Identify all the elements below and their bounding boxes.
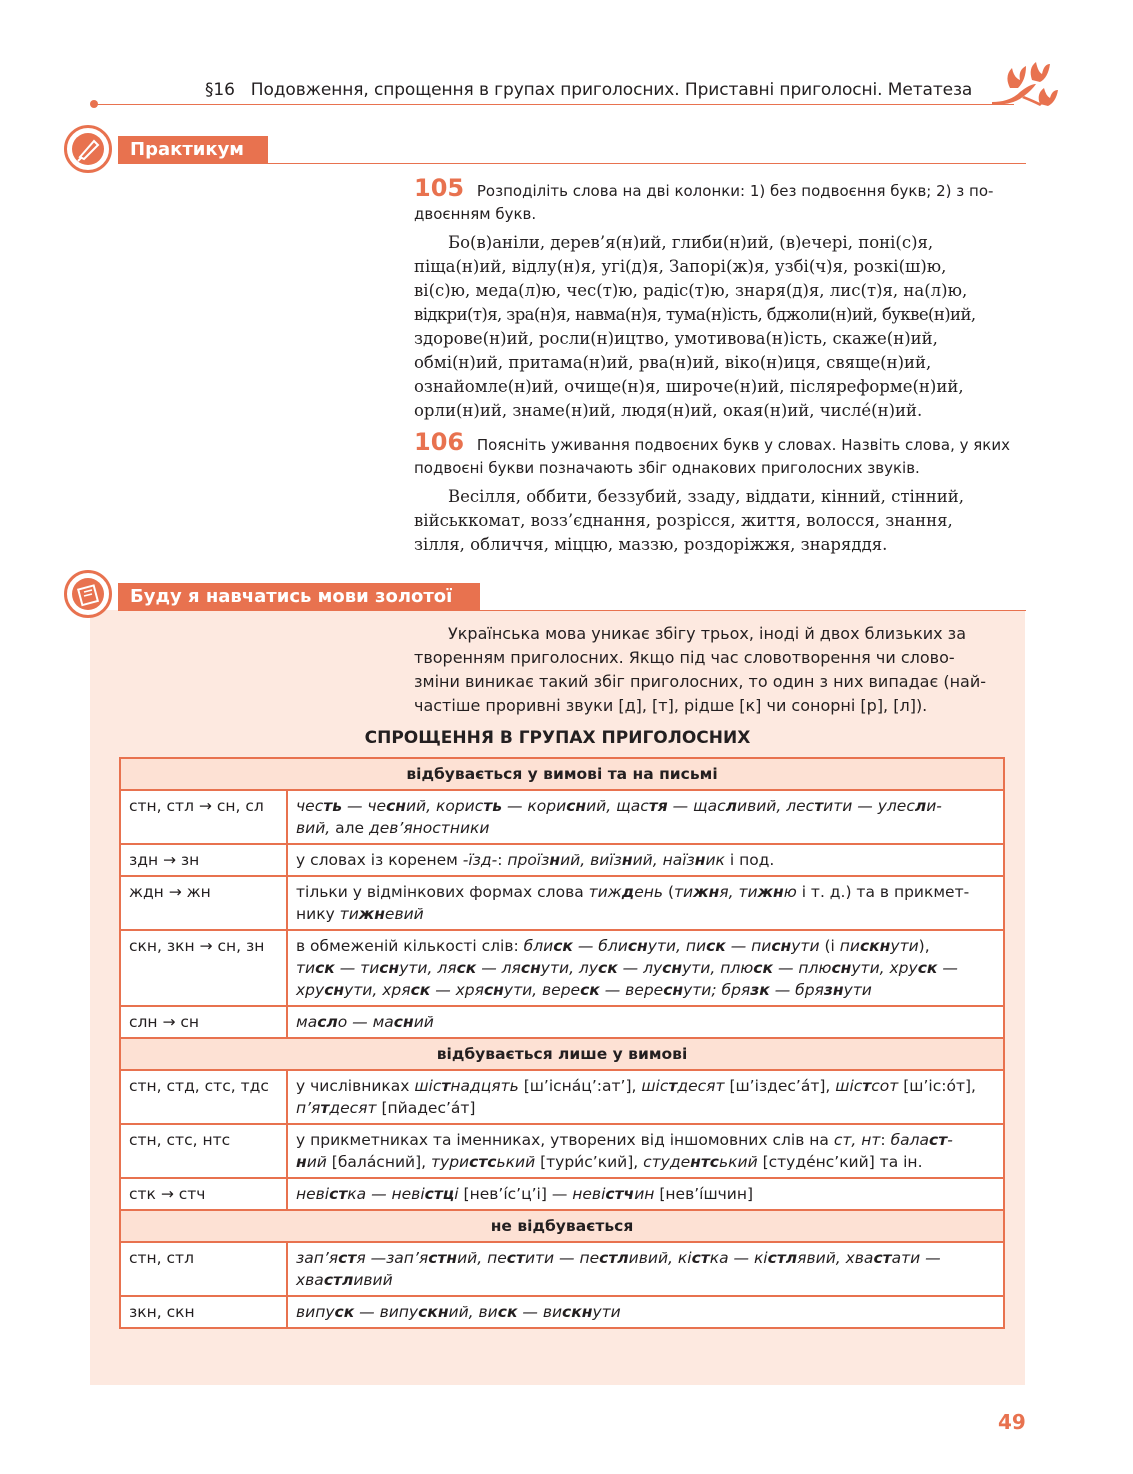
table-row: ждн → жн тільки у відмінкових формах слова тиждень (тижня, тижню і т. д.) та в прикмет- нику тижневий	[120, 876, 1004, 930]
word-line: здорове(н)ий, росли(н)ицтво, умотивова(н)ість, скаже(н)ий,	[414, 329, 938, 348]
word-line: Весілля, оббити, беззубий, ззаду, віддати, кінний, стінний,	[448, 487, 964, 506]
table-row: стн, стл → сн, сл честь — чесний, користь — корисний, щастя — щасливий, лестити — улесли- вий, але дев’яностники	[120, 790, 1004, 844]
table-group-header: не відбувається	[120, 1210, 1004, 1242]
word-line: обмі(н)ий, притама(н)ий, рва(н)ий, віко(н)иця, свяще(н)ий,	[414, 353, 932, 372]
flower-ornament-icon	[990, 58, 1070, 118]
golden-rule	[480, 610, 1026, 611]
section-title: Подовження, спрощення в групах приголосних. Приставні приголосні. Метатеза	[250, 80, 973, 100]
golden-icon	[64, 570, 112, 618]
word-line: піща(н)ий, відлу(н)я, угі(д)я, Запорі(ж)я, узбі(ч)я, розкі(ш)ю,	[414, 257, 947, 276]
word-line: ві(с)ю, меда(л)ю, чес(т)ю, радіс(т)ю, знаря(д)я, лис(т)я, на(л)ю,	[414, 281, 968, 300]
exercise-106	[414, 430, 1026, 557]
table-row: стк → стч невістка — невістці [нев’і́с’ц’і] — невістчин [нев’і́шчин]	[120, 1178, 1004, 1210]
exercise-task-cont: подвоєні букви позначають збіг однакових приголосних звуків.	[414, 459, 920, 477]
practicum-bar	[118, 136, 268, 164]
book-icon	[77, 583, 101, 607]
exercise-task-cont: двоєнням букв.	[414, 205, 537, 223]
table-row: стн, стс, нтс у прикметниках та іменниках, утворених від іншомовних слів на ст, нт: баласт- ний [бала́сний], туристський [тури́с’кий], студентський [студе́нс’кий] та ін.	[120, 1124, 1004, 1178]
golden-label: Буду я навчатись мови золотої	[130, 586, 453, 607]
table-title: СПРОЩЕННЯ В ГРУПАХ ПРИГОЛОСНИХ	[364, 728, 751, 748]
word-line: ознайомле(н)ий, очище(н)я, широче(н)ий, післяреформе(н)ий,	[414, 377, 964, 396]
rule-text	[414, 622, 998, 718]
pen-hand-icon	[76, 137, 102, 163]
exercise-task: Поясніть уживання подвоєних букв у словах. Назвіть слова, у яких	[476, 436, 1010, 454]
word-line: військкомат, возз’єднання, розрісся, життя, волосся, знання,	[414, 511, 953, 530]
table-row: стн, стл зап’ястя —зап’ястний, пестити — пестливий, кістка — кістлявий, хвастати — хвастливий	[120, 1242, 1004, 1296]
practicum-icon	[64, 125, 112, 173]
section-number: §16	[205, 80, 235, 100]
rule-line: частіше проривні звуки [д], [т], рідше [к] чи сонорні [р], [л]).	[414, 696, 928, 715]
exercise-number: 106	[414, 428, 465, 456]
table-row: здн → зн у словах із коренем -їзд-: проїзний, виїзний, наїзник і под.	[120, 844, 1004, 876]
word-line: Бо(в)аніли, дерев’я(н)ий, глиби(н)ий, (в)ечері, поні(с)я,	[448, 233, 934, 252]
running-head	[205, 80, 972, 100]
table-group-header: відбувається лише у вимові	[120, 1038, 1004, 1070]
simplification-table	[119, 757, 1005, 1329]
table-group-header: відбувається у вимові та на письмі	[120, 758, 1004, 790]
exercise-task: Розподіліть слова на дві колонки: 1) без подвоєння букв; 2) з по-	[476, 182, 994, 200]
rule-line: Українська мова уникає збігу трьох, іноді й двох близьких за	[448, 624, 966, 643]
table-row: стн, стд, стс, тдс у числівниках шістнадцять [ш’існа́ц’:ат’], шістдесят [ш’іздес’а́т], шістсот [ш’іс:о́т], п’ятдесят [пйадес’а́т]	[120, 1070, 1004, 1124]
rule-line: творенням приголосних. Якщо під час словотворення чи слово-	[414, 648, 955, 667]
exercise-number: 105	[414, 174, 465, 202]
word-line: зілля, обличчя, міццю, маззю, роздоріжжя, знаряддя.	[414, 535, 888, 554]
golden-bar	[118, 583, 480, 611]
table-row: слн → сн масло — масний	[120, 1006, 1004, 1038]
practicum-label: Практикум	[130, 139, 245, 160]
practicum-rule	[268, 163, 1026, 164]
table-row: зкн, скн випуск — випускний, виск — вискнути	[120, 1296, 1004, 1328]
rule-line: зміни виникає такий збіг приголосних, то один з них випадає (най-	[414, 672, 987, 691]
word-line: орли(н)ий, знаме(н)ий, людя(н)ий, окая(н)ий, числе́(н)ий.	[414, 401, 923, 420]
exercise-105	[414, 176, 1026, 423]
table-row: скн, зкн → сн, зн в обмеженій кількості слів: блиск — блиснути, писк — писнути (і пискнути), тиск — тиснути, ляск — ляснути, луск — луснути, плюск — плюснути, хруск — хруснути, хряск — хряснути, вереск — вереснути; брязк — брязнути	[120, 930, 1004, 1006]
page-number: 49	[998, 1410, 1026, 1434]
word-line: відкри(т)я, зра(н)я, навма(н)я, тума(н)ість, бджоли(н)ий, букве(н)ий,	[414, 305, 976, 324]
header-rule	[94, 104, 1014, 105]
